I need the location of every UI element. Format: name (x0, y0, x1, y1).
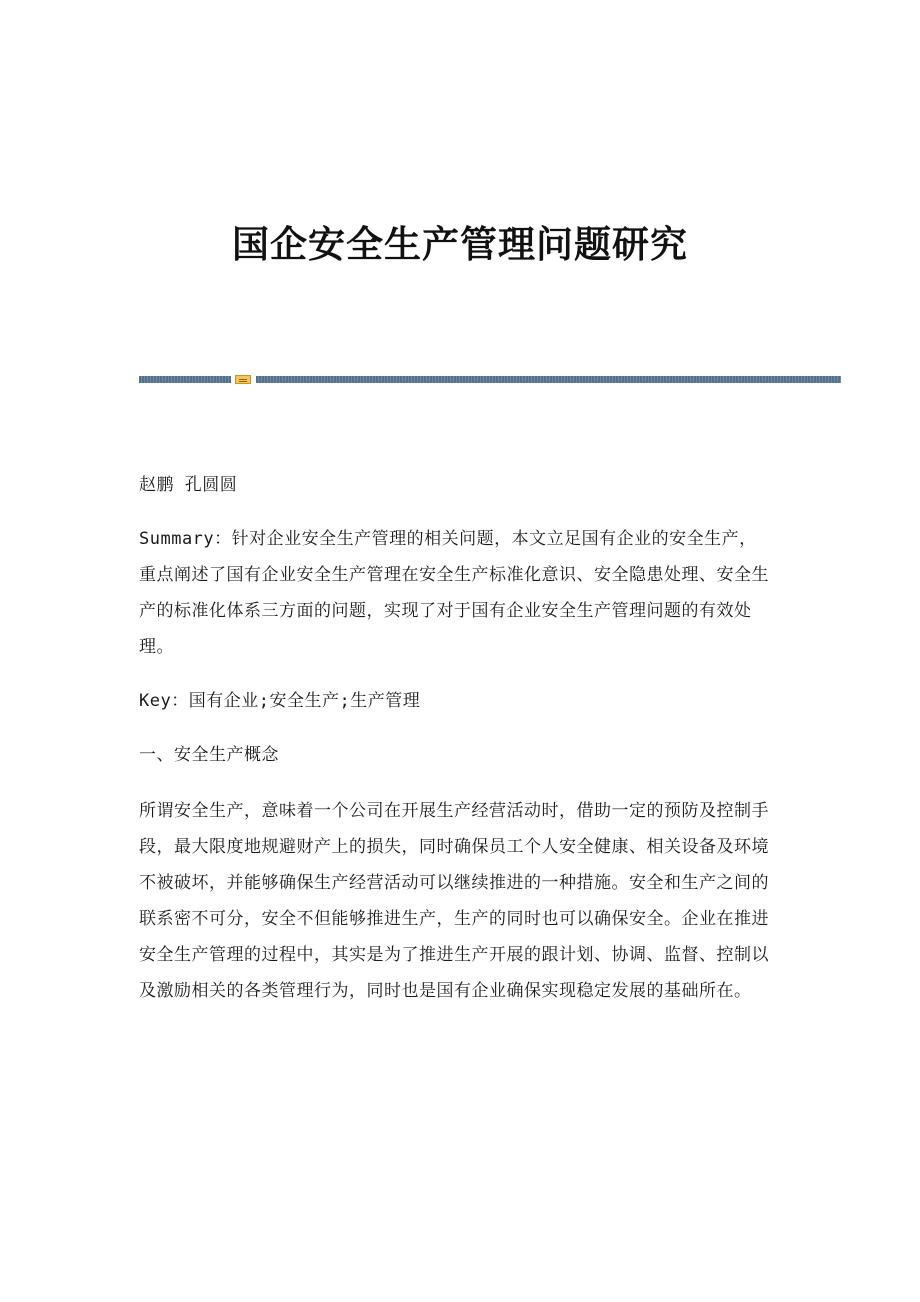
section-heading: 一、安全生产概念 (139, 745, 279, 765)
keywords-label: Key： (139, 691, 189, 711)
title-divider (139, 375, 841, 384)
keywords-text: 国有企业;安全生产;生产管理 (188, 691, 421, 711)
authors: 赵鹏 孔圆圆 (139, 475, 238, 495)
document-title: 国企安全生产管理问题研究 (232, 222, 688, 266)
document-body (139, 467, 771, 1009)
keywords-line (139, 683, 771, 719)
body-paragraph: 所谓安全生产，意味着一个公司在开展生产经营活动时，借助一定的预防及控制手段，最大限度地规避财产上的损失，同时确保员工个人安全健康、相关设备及环境不被破坏，并能够确保生产经营活动可以继续推进的一种措施。安全和生产之间的联系密不可分，安全不但能够推进生产，生产的同时也可以确保安全。企业在推进安全生产管理的过程中，其实是为了推进生产开展的跟计划、协调、监督、控制以及激励相关的各类管理行为，同时也是国有企业确保实现稳定发展的基础所在。 (139, 801, 769, 1001)
summary-paragraph (139, 521, 771, 665)
envelope-icon (235, 375, 251, 384)
summary-label: Summary： (139, 529, 232, 549)
divider-bar-right (256, 376, 841, 383)
divider-bar-left (139, 376, 231, 383)
summary-text: 针对企业安全生产管理的相关问题，本文立足国有企业的安全生产，重点阐述了国有企业安全生产管理在安全生产标准化意识、安全隐患处理、安全生产的标准化体系三方面的问题，实现了对于国有企业安全生产管理问题的有效处理。 (139, 529, 769, 657)
